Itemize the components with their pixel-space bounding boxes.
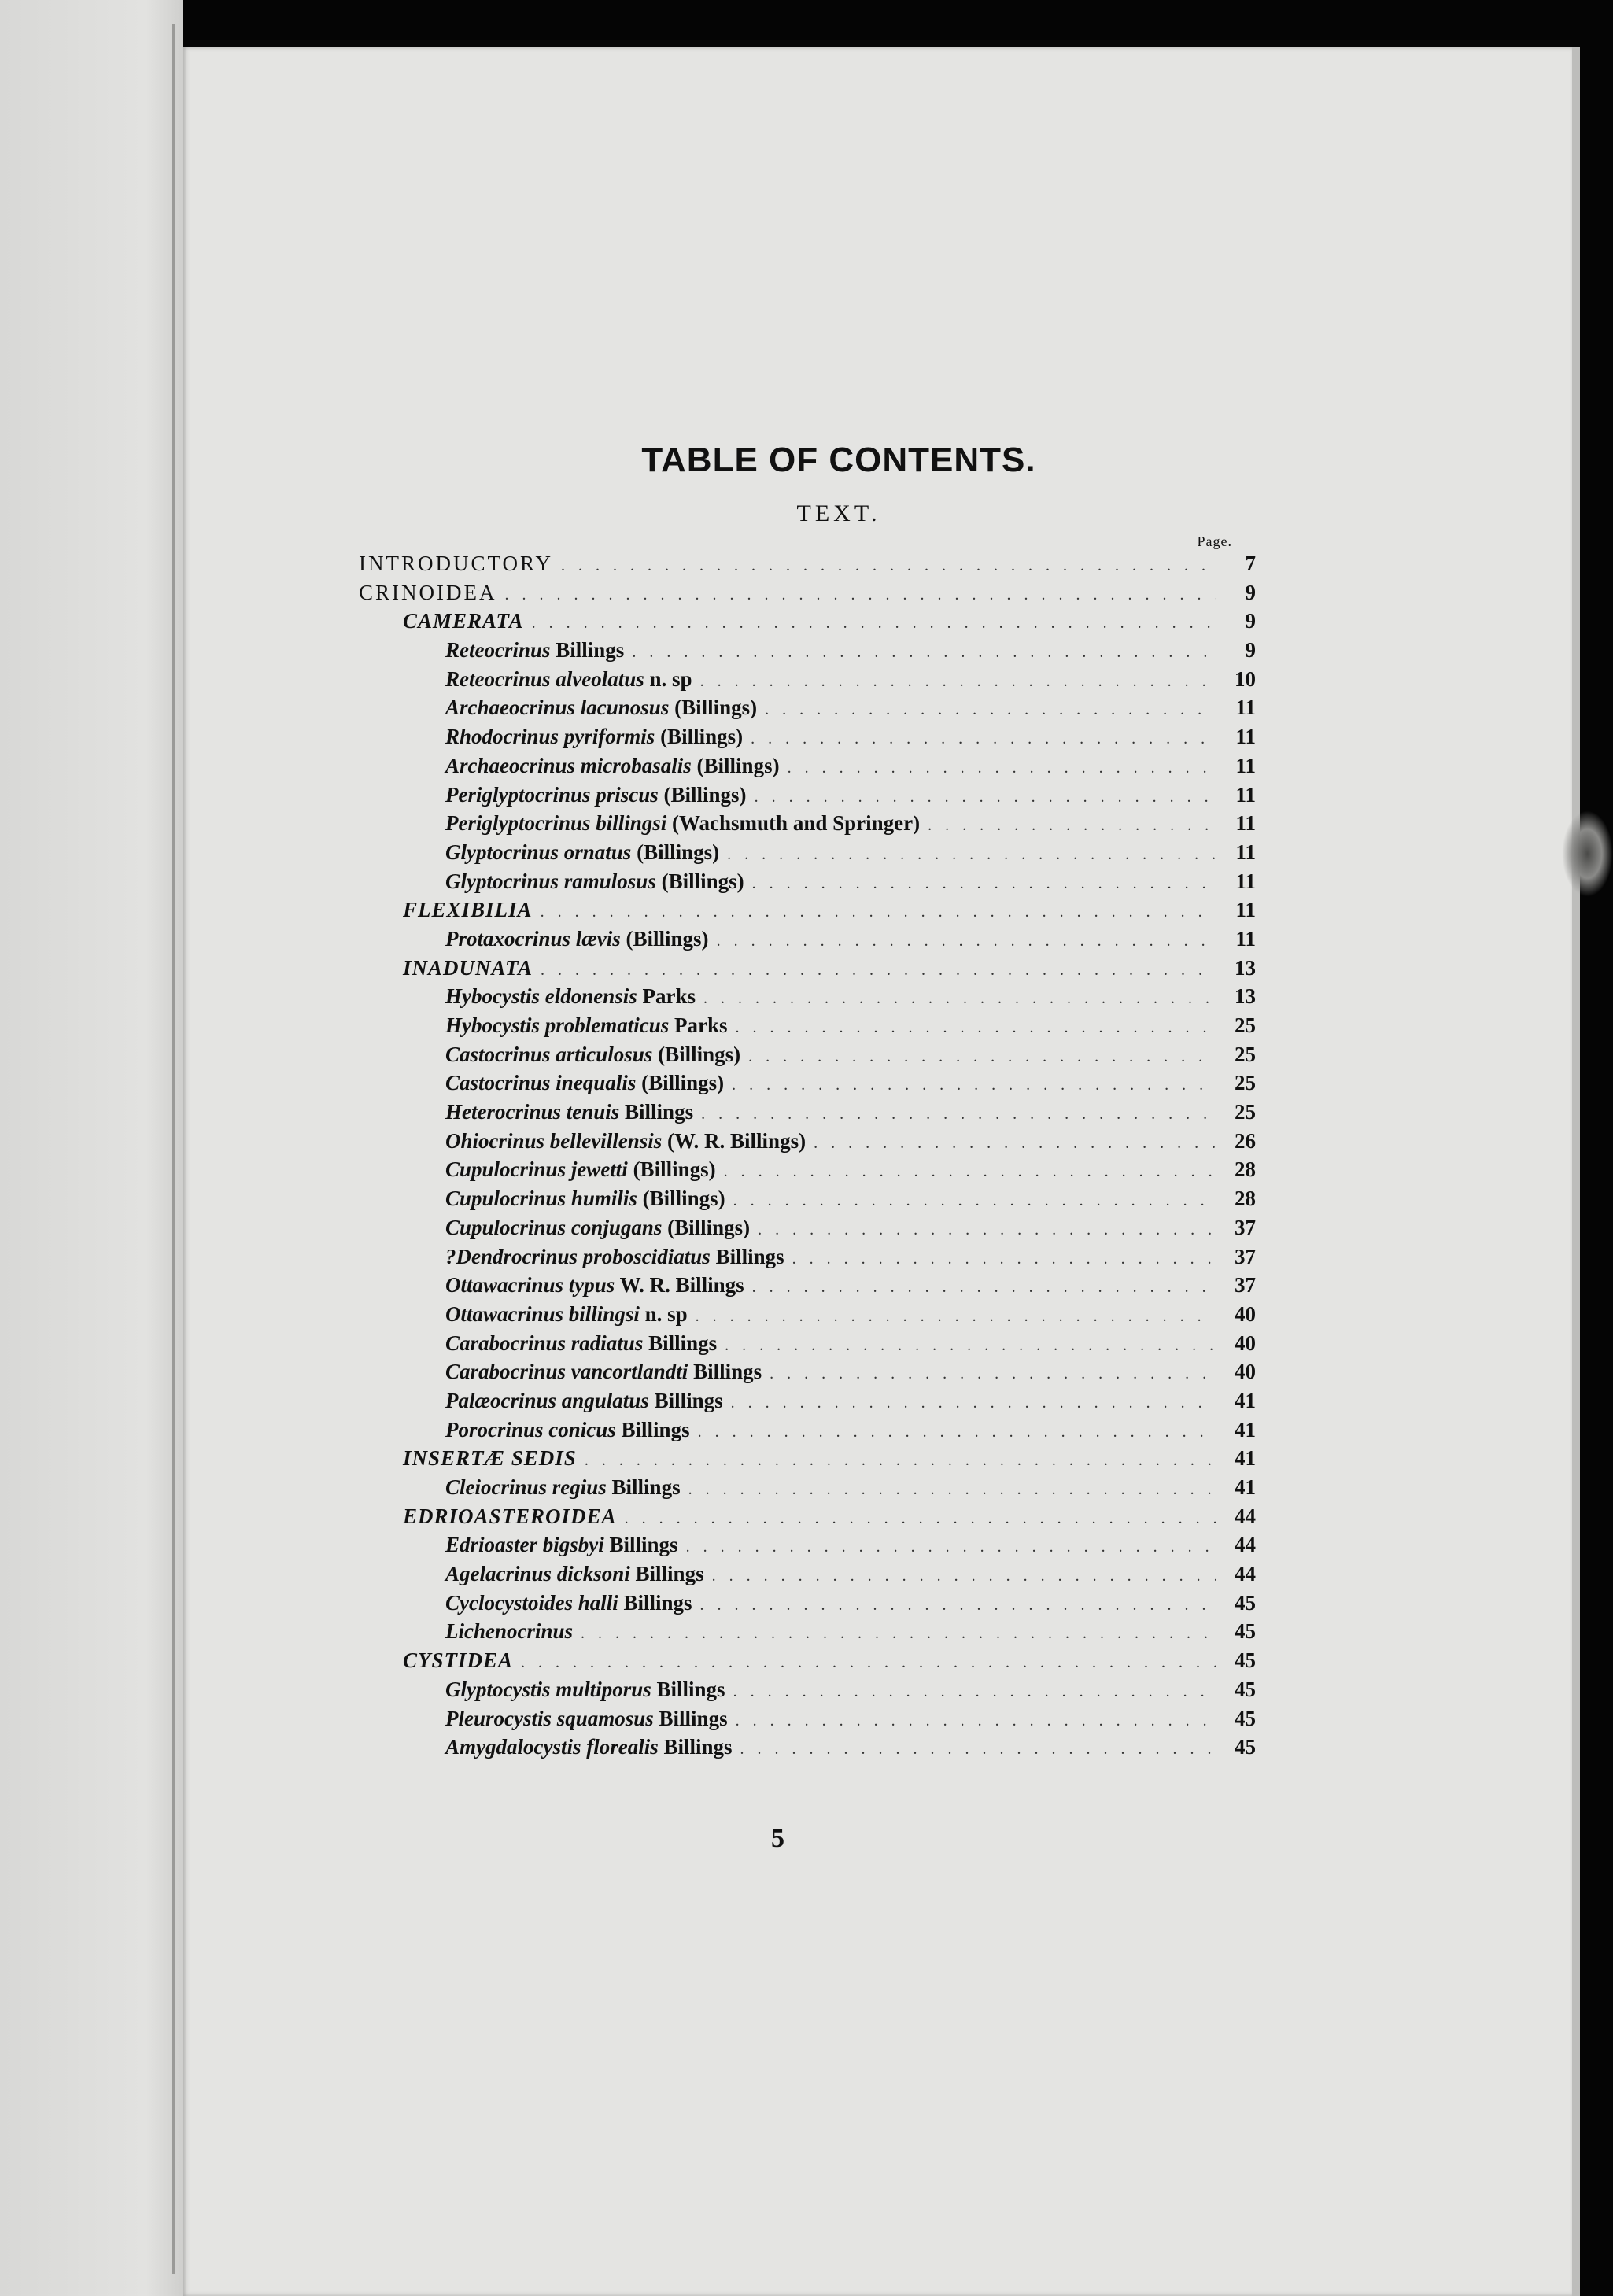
toc-entry [359,1273,1256,1302]
toc-entry-label [445,927,709,951]
toc-entry-page: 11 [1235,869,1256,893]
toc-entry-page: 13 [1235,955,1256,980]
leader-dots [700,1596,1216,1615]
species-name: Reteocrinus [445,638,551,663]
toc-entry-label [445,1591,692,1615]
species-name: Hybocystis eldonensis [445,984,637,1009]
toc-entry-page: 25 [1235,1042,1256,1066]
leader-dots [717,932,1216,951]
leader-dots [732,1076,1216,1094]
species-author: Billings [643,1331,718,1355]
toc-entry-page: 45 [1235,1590,1256,1615]
toc-entry-label: CAMERATA [403,609,524,633]
leader-dots [688,1481,1216,1499]
species-author: (Billings) [627,1157,716,1182]
toc-entry-page: 45 [1235,1706,1256,1730]
toc-entry [359,1043,1256,1072]
toc-entry-label [445,1707,728,1731]
species-name: Amygdalocystis florealis [445,1735,659,1759]
species-name: Ohiocrinus bellevillensis [445,1128,663,1153]
toc-entry [359,1418,1256,1447]
leader-dots [505,586,1217,604]
species-name: Archaeocrinus lacunosus [445,696,670,720]
leader-dots [701,1106,1216,1124]
toc-entry [359,1504,1256,1534]
toc-entry-label [445,1216,750,1240]
toc-entry-label: EDRIOASTEROIDEA [403,1504,617,1528]
toc-entry-page: 44 [1235,1562,1256,1586]
toc-entry-label [445,783,747,807]
toc-entry [359,1707,1256,1736]
toc-title: TABLE OF CONTENTS. [641,441,1036,479]
toc-entry [359,1446,1256,1475]
toc-entry-label: INTRODUCTORY [359,552,554,575]
leader-dots [725,1337,1216,1355]
species-author: (Billings) [691,753,780,777]
species-name: Porocrinus conicus [445,1417,616,1441]
toc-entry-label [445,754,780,778]
toc-entry-page: 10 [1235,666,1256,691]
species-name: Pleurocystis squamosus [445,1706,654,1730]
toc-entry [359,783,1256,812]
toc-entry [359,1129,1256,1158]
toc-entry-label [445,1360,762,1384]
species-author: (Billings) [620,926,709,951]
species-name: Glyptocrinus ornatus [445,840,632,864]
species-author: (Billings) [655,869,744,893]
toc-entry-label [445,1157,716,1182]
species-name: Agelacrinus dicksoni [445,1562,630,1586]
toc-entry [359,696,1256,725]
toc-entry-label [445,1389,723,1413]
toc-entry-label [445,696,757,720]
leader-dots [770,1365,1216,1383]
table-of-contents [359,441,1256,1764]
toc-entry-page: 45 [1235,1648,1256,1673]
toc-entry-page: 37 [1235,1215,1256,1239]
species-author: (Billings) [658,782,747,807]
toc-entry-page: 11 [1235,725,1256,749]
leader-dots [696,1308,1216,1326]
leader-dots [740,1740,1216,1759]
species-author: (Billings) [637,1187,725,1211]
toc-entry-label [445,1331,717,1356]
species-author: Billings [550,638,625,663]
species-name: Archaeocrinus microbasalis [445,753,692,777]
leader-dots [735,1019,1216,1037]
toc-entry [359,1100,1256,1129]
species-name: Cyclocystoides halli [445,1590,618,1615]
toc-entry [359,898,1256,927]
toc-entry-page: 11 [1235,811,1256,836]
species-name: Heterocrinus tenuis [445,1100,620,1124]
toc-entry [359,1302,1256,1331]
leader-dots [625,1510,1216,1528]
toc-entry-page: 11 [1235,782,1256,807]
toc-entry-label [445,1245,784,1269]
toc-entry-page: 44 [1235,1533,1256,1557]
toc-entry [359,811,1256,840]
toc-entry-label: CYSTIDEA [403,1648,514,1673]
toc-entry [359,1360,1256,1389]
species-name: Cupulocrinus humilis [445,1187,637,1211]
toc-entry-page: 11 [1235,696,1256,720]
species-author: Billings [603,1533,678,1557]
species-name: Ottawacrinus billingsi [445,1301,640,1326]
leader-dots [532,615,1216,633]
toc-entry [359,1216,1256,1245]
toc-entry-page: 41 [1235,1475,1256,1499]
toc-entry [359,1389,1256,1418]
species-author: Billings [615,1417,690,1441]
page-column-header: Page. [1197,533,1232,549]
species-name: Periglyptocrinus priscus [445,782,659,807]
toc-entry-page: 7 [1245,552,1256,575]
toc-entry [359,840,1256,869]
toc-entry-label [445,1043,740,1067]
leader-dots [541,962,1216,980]
toc-entry [359,1331,1256,1360]
species-author: (Billings) [655,725,744,749]
toc-entry-label: INADUNATA [403,955,533,980]
toc-entry-page: 9 [1245,580,1256,604]
toc-entry-page: 40 [1235,1331,1256,1355]
species-name: Glyptocystis multiporus [445,1677,651,1701]
toc-entry [359,927,1256,956]
toc-entry-label: CRINOIDEA [359,580,497,604]
page-edge [1572,47,1580,2296]
toc-entries [359,552,1256,1764]
toc-entry [359,609,1256,638]
species-name: Reteocrinus alveolatus [445,666,644,691]
toc-entry-label: INSERTÆ SEDIS [403,1446,577,1471]
toc-entry-page: 41 [1235,1388,1256,1412]
leader-dots [731,1394,1216,1412]
toc-entry-page: 41 [1235,1417,1256,1441]
toc-entry [359,1013,1256,1043]
species-author: Billings [618,1590,692,1615]
leader-dots [752,875,1216,893]
toc-entry [359,1245,1256,1274]
toc-entry-page: 9 [1245,638,1256,663]
facing-page [0,0,183,2296]
species-author: n. sp [644,666,692,691]
toc-entry [359,1187,1256,1216]
toc-entry-page: 26 [1235,1128,1256,1153]
species-name: Periglyptocrinus billingsi [445,811,667,836]
species-name: Cupulocrinus conjugans [445,1215,663,1239]
toc-entry-label [445,1475,681,1500]
species-name: Cleiocrinus regius [445,1475,607,1499]
toc-entry-page: 11 [1235,898,1256,922]
leader-dots [727,846,1216,864]
species-name: Edrioaster bigsbyi [445,1533,604,1557]
toc-entry-label [445,667,692,692]
species-author: Billings [648,1388,723,1412]
species-name: Hybocystis problematicus [445,1013,670,1037]
leader-dots [698,1423,1216,1441]
toc-entry [359,1678,1256,1707]
species-author: Billings [688,1360,762,1384]
species-name: Castocrinus inequalis [445,1071,637,1095]
leader-dots [541,903,1216,921]
toc-entry-page: 37 [1235,1273,1256,1297]
toc-entry-label [445,1013,727,1038]
toc-entry-label [445,725,743,749]
toc-entry-label [445,840,719,865]
leader-dots [521,1654,1216,1672]
toc-entry-label [445,1273,744,1297]
toc-entry-label [445,638,624,663]
leader-dots [751,730,1216,748]
toc-entry-label: FLEXIBILIA [403,898,533,922]
toc-entry [359,725,1256,754]
toc-entry-label [445,811,920,836]
toc-entry-page: 25 [1235,1100,1256,1124]
species-name: Carabocrinus vancortlandti [445,1360,688,1384]
species-name: Glyptocrinus ramulosus [445,869,656,893]
toc-entry-label [445,1418,690,1442]
species-author: (Billings) [662,1215,751,1239]
toc-entry-page: 45 [1235,1619,1256,1644]
species-name: Cupulocrinus jewetti [445,1157,628,1182]
toc-entry-page: 40 [1235,1301,1256,1326]
species-author: W. R. Billings [615,1273,744,1297]
toc-entry [359,1591,1256,1620]
leader-dots [733,1683,1216,1701]
toc-entry-label [445,1533,678,1557]
species-author: Parks [669,1013,728,1037]
species-name: Rhodocrinus pyriformis [445,725,655,749]
toc-entry [359,754,1256,783]
toc-entry [359,638,1256,667]
gutter-line [172,24,175,2274]
species-author: (Billings) [652,1042,741,1066]
toc-entry-page: 13 [1235,984,1256,1009]
toc-entry [359,667,1256,696]
ink-smudge [1562,810,1613,897]
species-author: Billings [653,1706,728,1730]
species-author: Parks [637,984,696,1009]
toc-entry-page: 41 [1235,1446,1256,1471]
leader-dots [788,759,1216,777]
toc-entry-label [445,1100,693,1124]
toc-entry-page: 11 [1235,840,1256,864]
species-author: Billings [619,1100,694,1124]
toc-entry-page: 28 [1235,1187,1256,1211]
toc-entry-label [445,1735,733,1759]
toc-entry [359,552,1256,581]
toc-entry [359,1071,1256,1100]
leader-dots [814,1135,1216,1153]
leader-dots [585,1452,1216,1470]
toc-entry-label [445,1187,725,1211]
species-author: (Billings) [631,840,720,864]
leader-dots [733,1192,1216,1210]
toc-entry-label [445,1562,704,1586]
species-name: Lichenocrinus [445,1619,574,1644]
leader-dots [755,788,1216,807]
leader-dots [752,1279,1216,1297]
toc-entry-label [445,1678,725,1702]
toc-entry-page: 9 [1245,609,1256,633]
leader-dots [700,673,1216,691]
toc-entry-page: 28 [1235,1157,1256,1182]
species-author: Billings [710,1244,784,1268]
toc-entry-page: 44 [1235,1504,1256,1528]
toc-entry [359,869,1256,899]
species-author: (Billings) [636,1071,725,1095]
species-name: Carabocrinus radiatus [445,1331,644,1355]
leader-dots [765,701,1216,719]
leader-dots [632,644,1216,662]
species-name: Palæocrinus angulatus [445,1388,649,1412]
toc-entry [359,984,1256,1013]
leader-dots [712,1567,1216,1585]
leader-dots [748,1048,1216,1066]
toc-entry [359,1648,1256,1678]
toc-entry-page: 25 [1235,1071,1256,1095]
leader-dots [792,1250,1216,1268]
toc-entry [359,1735,1256,1764]
toc-entry [359,956,1256,985]
toc-entry-label [445,1302,688,1327]
toc-entry-page: 25 [1235,1013,1256,1037]
toc-entry [359,1475,1256,1504]
page-number: 5 [771,1824,784,1853]
toc-entry [359,1619,1256,1648]
toc-entry-page: 45 [1235,1677,1256,1701]
toc-entry [359,1562,1256,1591]
leader-dots [928,817,1216,835]
toc-entry [359,1533,1256,1562]
leader-dots [703,990,1216,1008]
toc-entry-page: 45 [1235,1735,1256,1759]
species-author: n. sp [639,1301,688,1326]
leader-dots [581,1625,1216,1643]
toc-entry-page: 11 [1235,926,1256,951]
toc-entry [359,581,1256,610]
leader-dots [758,1221,1216,1239]
species-name: Protaxocrinus lævis [445,926,621,951]
species-author: (Wachsmuth and Springer) [666,811,921,836]
leader-dots [561,557,1216,575]
toc-entry-label [445,1071,724,1095]
species-name: ?Dendrocrinus proboscidiatus [445,1244,711,1268]
toc-entry [359,1157,1256,1187]
toc-entry-page: 37 [1235,1244,1256,1268]
leader-dots [736,1712,1216,1730]
leader-dots [686,1538,1216,1556]
species-author: Billings [651,1677,725,1701]
species-name: Castocrinus articulosus [445,1042,653,1066]
toc-subtitle: TEXT. [796,500,881,526]
toc-entry-page: 40 [1235,1360,1256,1384]
toc-entry-label [445,1619,573,1644]
species-author: Billings [606,1475,681,1499]
species-name: Ottawacrinus typus [445,1273,615,1297]
species-author: (Billings) [669,696,758,720]
toc-entry-label [445,984,696,1009]
leader-dots [724,1163,1216,1181]
species-author: Billings [629,1562,704,1586]
species-author: Billings [658,1735,733,1759]
toc-entry-label [445,1129,806,1154]
toc-entry-page: 11 [1235,753,1256,777]
species-author: (W. R. Billings) [662,1128,806,1153]
toc-entry-label [445,869,744,894]
